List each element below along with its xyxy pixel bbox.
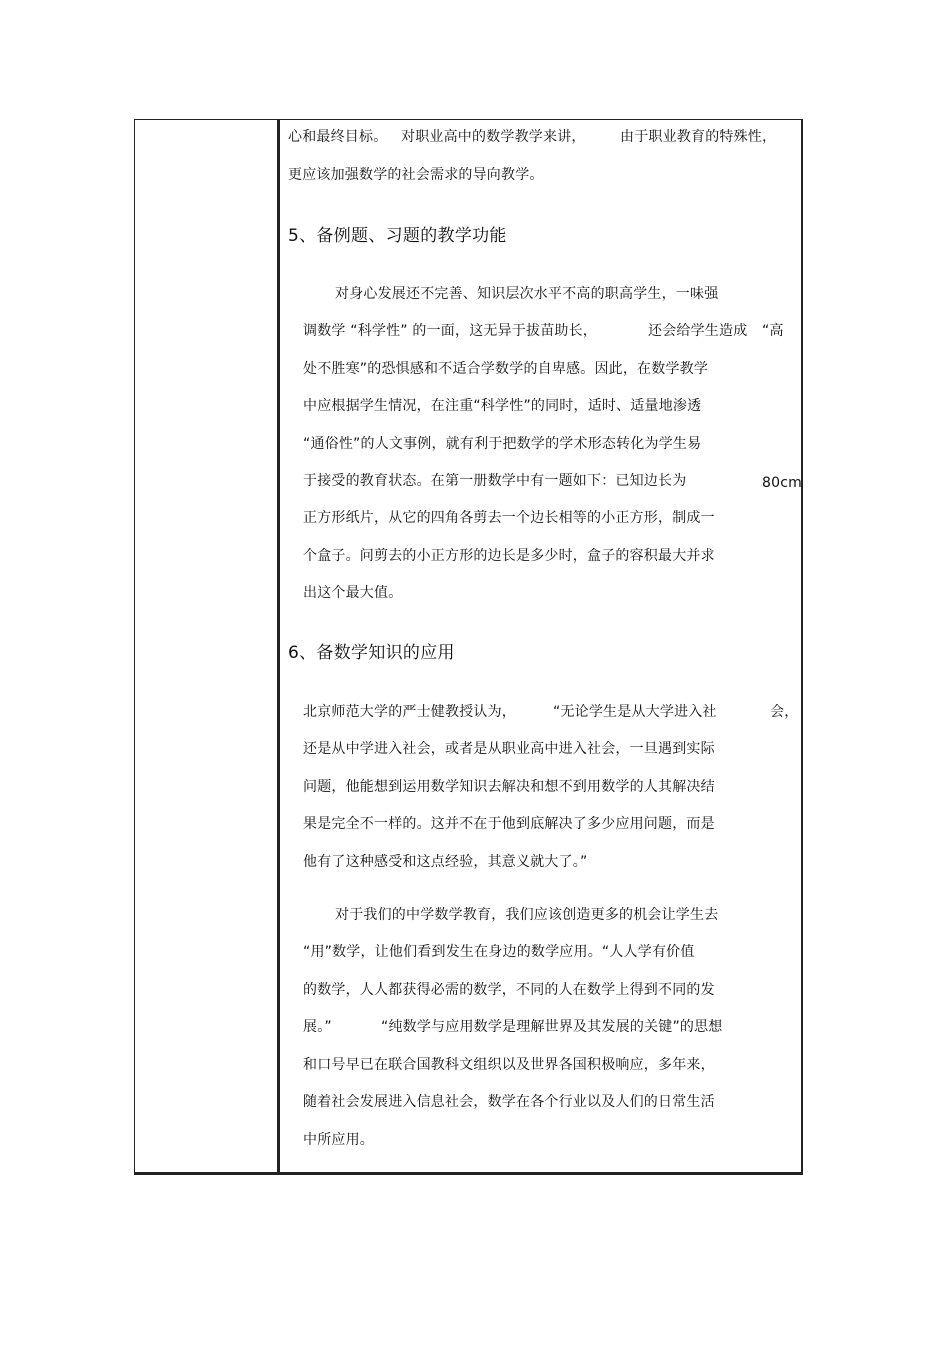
paragraph-line: 随着社会发展进入信息社会，数学在各个行业以及人们的日常生活 bbox=[303, 1094, 715, 1110]
paragraph-line: 由于职业教育的特殊性， bbox=[620, 129, 777, 145]
paragraph-line: 他有了这种感受和这点经验，其意义就大了。” bbox=[303, 854, 588, 870]
section-heading: 5、备例题、习题的教学功能 bbox=[288, 226, 507, 246]
paragraph-line: 北京师范大学的严士健教授认为， bbox=[303, 704, 516, 720]
paragraph-line: 和口号早已在联合国教科文组织以及世界各国积极响应，多年来， bbox=[303, 1057, 715, 1073]
paragraph-line: 个盒子。问剪去的小正方形的边长是多少时，盒子的容积最大并求 bbox=[303, 548, 715, 564]
paragraph-line: 处不胜寒”的恐惧感和不适合学数学的自卑感。因此，在数学教学 bbox=[303, 361, 709, 377]
paragraph-line: “无论学生是从大学进入社 bbox=[553, 704, 717, 720]
section-heading: 6、备数学知识的应用 bbox=[288, 643, 455, 663]
paragraph-line: 中应根据学生情况，在注重“科学性”的同时，适时、适量地渗透 bbox=[303, 398, 702, 414]
paragraph-line: 对身心发展还不完善、知识层次水平不高的职高学生，一味强 bbox=[335, 286, 719, 302]
paragraph-line: “用”数学，让他们看到发生在身边的数学应用。“人人学有价值 bbox=[303, 944, 695, 960]
paragraph-line: 还会给学生造成 bbox=[648, 323, 748, 339]
paragraph-line: 的数学，人人都获得必需的数学，不同的人在数学上得到不同的发 bbox=[303, 982, 715, 998]
paragraph-line: “纯数学与应用数学是理解世界及其发展的关键”的思想 bbox=[381, 1019, 723, 1035]
paragraph-line: 问题，他能想到运用数学知识去解决和想不到用数学的人其解决结 bbox=[303, 779, 715, 795]
paragraph-line: 心和最终目标。 bbox=[288, 129, 388, 145]
paragraph-line: 对于我们的中学数学教育，我们应该创造更多的机会让学生去 bbox=[335, 907, 719, 923]
paragraph-line: “高 bbox=[762, 323, 784, 339]
paragraph-line: 果是完全不一样的。这并不在于他到底解决了多少应用问题，而是 bbox=[303, 816, 715, 832]
paragraph-line: 对职业高中的数学教学来讲， bbox=[401, 129, 586, 145]
paragraph-line: 调数学 “科学性” 的一面，这无异于拔苗助长， bbox=[303, 323, 598, 339]
measurement-text: 80cm bbox=[762, 475, 802, 491]
paragraph-line: 正方形纸片，从它的四角各剪去一个边长相等的小正方形，制成一 bbox=[303, 510, 715, 526]
paragraph-line: 展。” bbox=[303, 1019, 332, 1035]
paragraph-line: 会， bbox=[770, 704, 799, 720]
paragraph-line: 中所应用。 bbox=[303, 1132, 374, 1148]
paragraph-line: 还是从中学进入社会，或者是从职业高中进入社会，一旦遇到实际 bbox=[303, 741, 715, 757]
column-divider bbox=[277, 119, 280, 1175]
paragraph-line: “通俗性”的人文事例，就有利于把数学的学术形态转化为学生易 bbox=[303, 436, 702, 452]
paragraph-line: 出这个最大值。 bbox=[303, 585, 403, 601]
paragraph-line: 于接受的教育状态。在第一册数学中有一题如下：已知边长为 bbox=[303, 473, 687, 489]
paragraph-line: 更应该加强数学的社会需求的导向教学。 bbox=[288, 167, 544, 183]
